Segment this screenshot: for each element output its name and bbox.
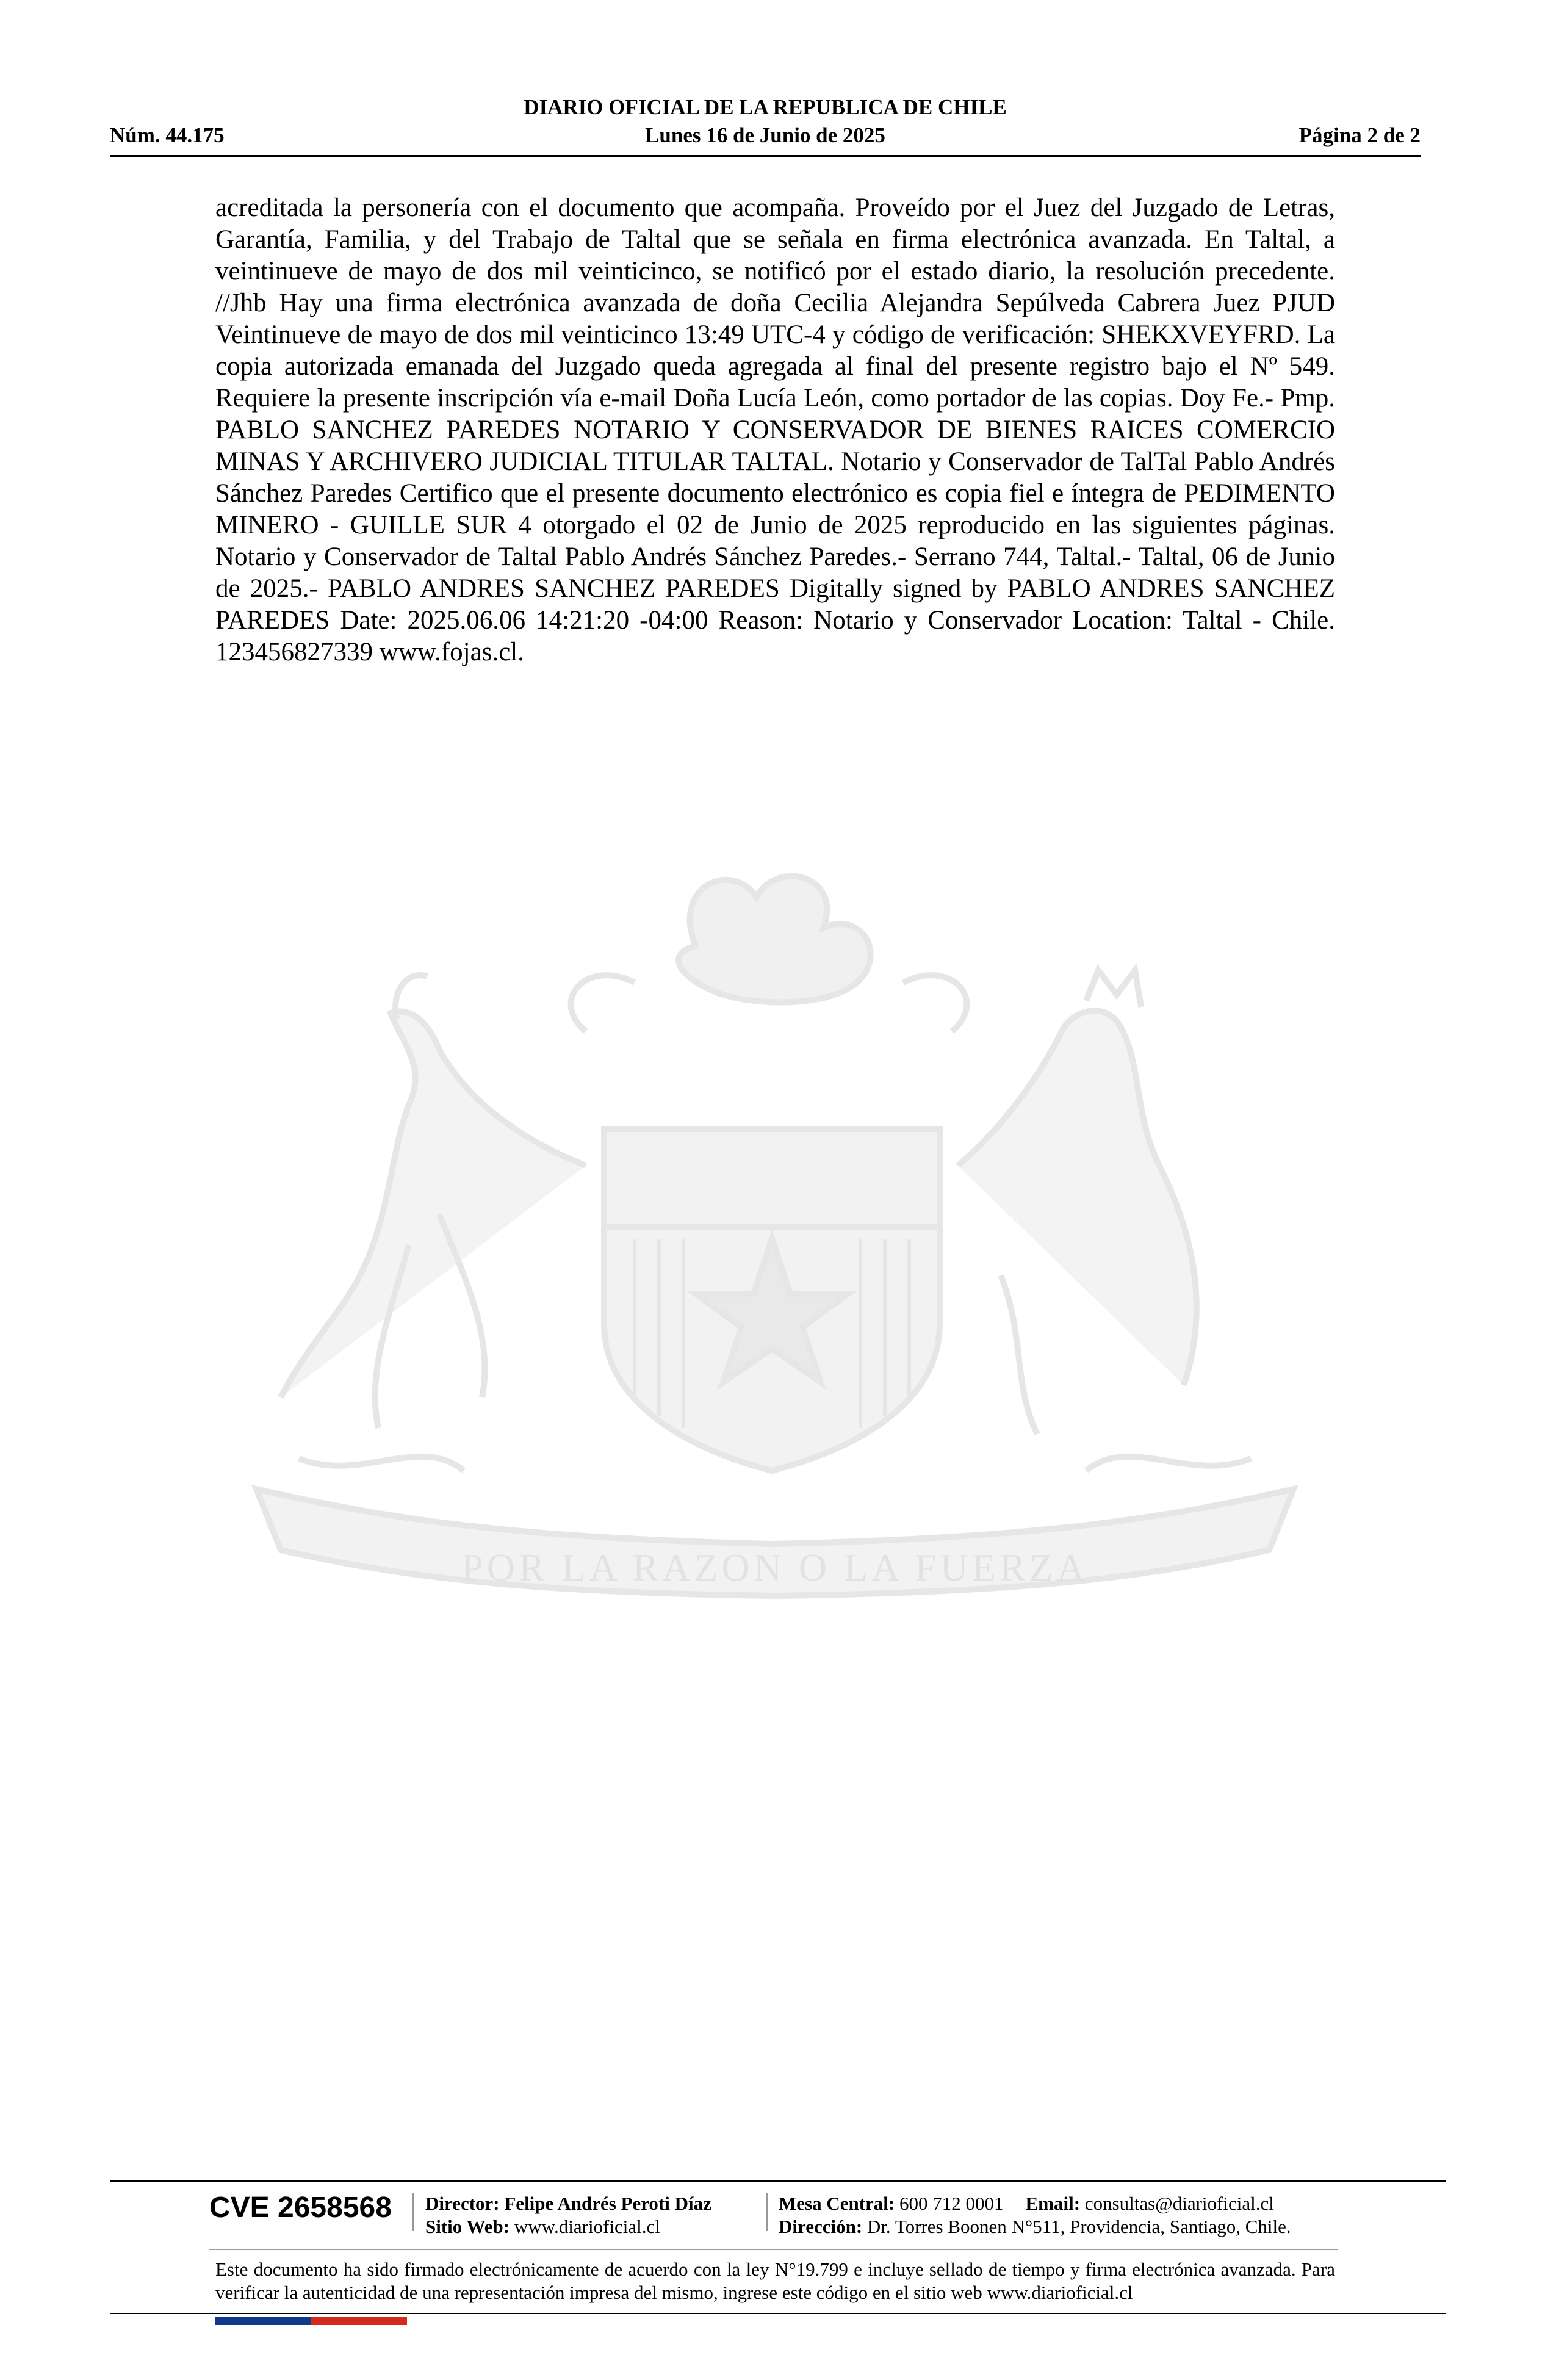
address-value: Dr. Torres Boonen N°511, Providencia, Santiago, Chile. xyxy=(866,2216,1291,2237)
website-label: Sitio Web: xyxy=(425,2216,510,2237)
issue-date: Lunes 16 de Junio de 2025 xyxy=(645,123,885,147)
footer-separator xyxy=(412,2193,414,2231)
verification-note: Este documento ha sido firmado electrónicamente de acuerdo con la ley N°19.799 e incluye sellado de tiempo y firma electrónica avanzada. Para verificar la autenticidad de una representación impresa del mismo, ingrese este código en el sitio web www.diarioficial.cl xyxy=(215,2259,1335,2303)
chile-coat-of-arms-icon xyxy=(207,848,1342,1678)
coat-of-arms-motto: POR LA RAZON O LA FUERZA xyxy=(461,1546,1089,1589)
director-name: Felipe Andrés Peroti Díaz xyxy=(504,2193,711,2214)
phone-label: Mesa Central: xyxy=(779,2193,895,2214)
page-number: Página 2 de 2 xyxy=(1298,123,1421,147)
flag-stripe-red xyxy=(311,2317,407,2325)
footer-separator xyxy=(766,2193,768,2231)
phone-number: 600 712 0001 xyxy=(899,2193,1004,2214)
footer-divider-top xyxy=(110,2180,1446,2182)
website-link[interactable]: www.diarioficial.cl xyxy=(514,2216,660,2237)
page-header xyxy=(110,92,1421,159)
email-label: Email: xyxy=(1025,2193,1081,2214)
director-label: Director: xyxy=(425,2193,500,2214)
issue-number: Núm. 44.175 xyxy=(110,123,225,147)
footer-contact-block xyxy=(779,2192,1291,2238)
footer-director-block xyxy=(425,2192,711,2238)
newspaper-title: DIARIO OFICIAL DE LA REPUBLICA DE CHILE xyxy=(524,95,1007,119)
flag-stripe-blue xyxy=(215,2317,311,2325)
footer-divider-bottom xyxy=(110,2313,1446,2314)
header-divider xyxy=(110,155,1421,157)
document-body: acreditada la personería con el documento que acompaña. Proveído por el Juez del Juzgado de Letras, Garantía, Familia, y del Trabajo de Taltal que se señala en firma electrónica avanzada. En Taltal, a veintinueve de mayo de dos mil veinticinco, se notificó por el estado diario, la resolución precedente. //Jhb Hay una firma electrónica avanzada de doña Cecilia Alejandra Sepúlveda Cabrera Juez PJUD Veintinueve de mayo de dos mil veinticinco 13:49 UTC-4 y código de verificación: SHEKXVEYFRD. La copia autorizada emanada del Juzgado queda agregada al final del presente registro bajo el Nº 549. Requiere la presente inscripción vía e-mail Doña Lucía León, como portador de las copias. Doy Fe.- Pmp. PABLO SANCHEZ PAREDES NOTARIO Y CONSERVADOR DE BIENES RAICES COMERCIO MINAS Y ARCHIVERO JUDICIAL TITULAR TALTAL. Notario y Conservador de TalTal Pablo Andrés Sánchez Paredes Certifico que el presente documento electrónico es copia fiel e íntegra de PEDIMENTO MINERO - GUILLE SUR 4 otorgado el 02 de Junio de 2025 reproducido en las siguientes páginas. Notario y Conservador de Taltal Pablo Andrés Sánchez Paredes.- Serrano 744, Taltal.- Taltal, 06 de Junio de 2025.- PABLO ANDRES SANCHEZ PAREDES Digitally signed by PABLO ANDRES SANCHEZ PAREDES Date: 2025.06.06 14:21:20 -04:00 Reason: Notario y Conservador Location: Taltal - Chile. 123456827339 www.fojas.cl. xyxy=(215,193,1335,666)
footer-divider-mid xyxy=(209,2249,1338,2250)
cve-code: CVE 2658568 xyxy=(209,2191,392,2224)
address-label: Dirección: xyxy=(779,2216,863,2237)
email-link[interactable]: consultas@diarioficial.cl xyxy=(1084,2193,1274,2214)
